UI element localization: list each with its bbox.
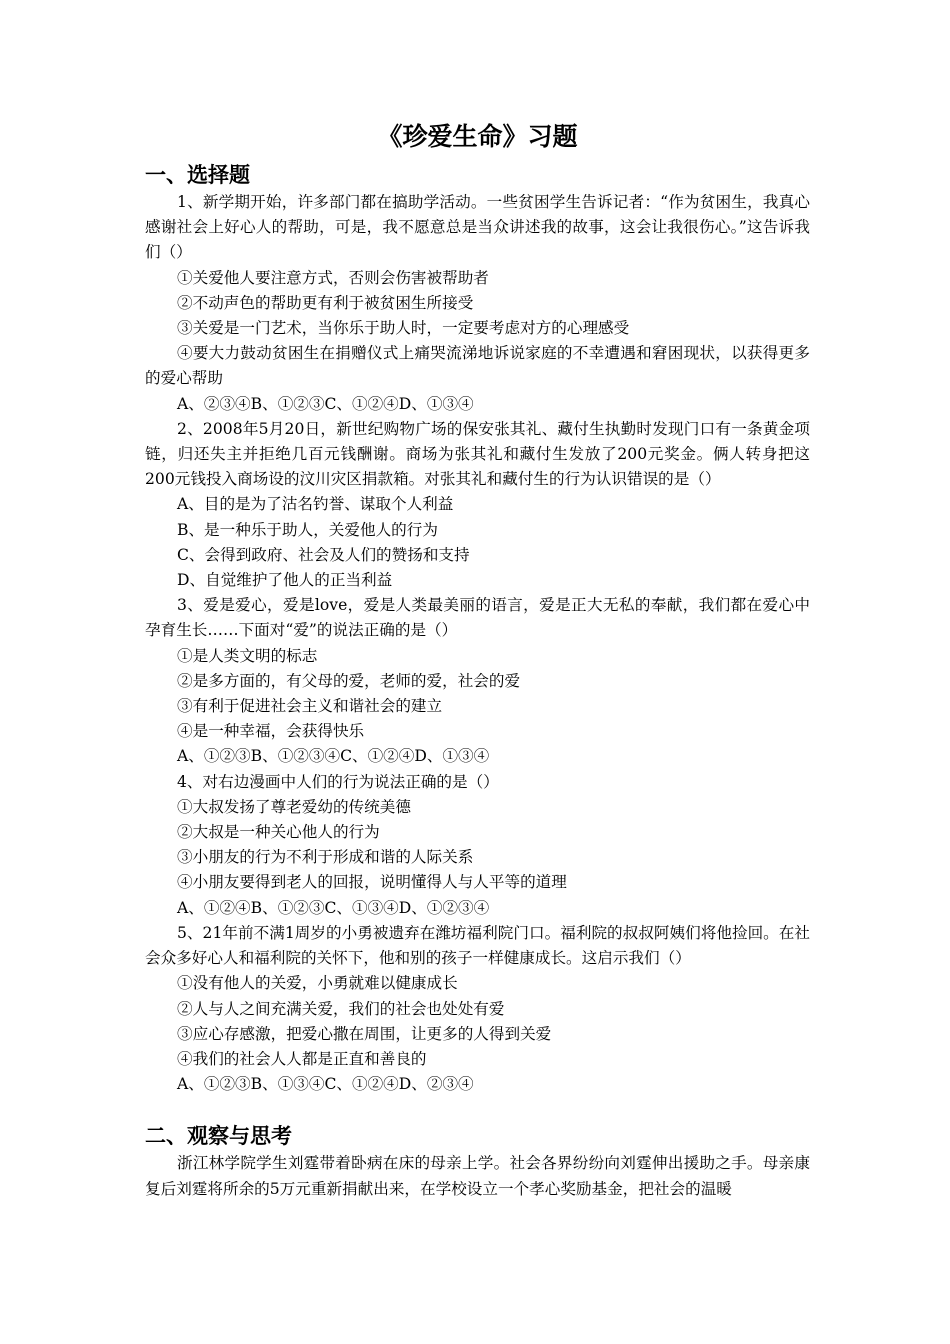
- observation-paragraph: 浙江林学院学生刘霆带着卧病在床的母亲上学。社会各界纷纷向刘霆伸出援助之手。母亲康复后刘霆将所余的5万元重新捐献出来，在学校设立一个孝心奖励基金，把社会的温暖: [145, 1154, 810, 1198]
- option-item: A、目的是为了沽名钓誉、谋取个人利益: [177, 495, 454, 514]
- section-heading-choice: 一、选择题: [145, 163, 250, 187]
- option-item: ①大叔发扬了尊老爱幼的传统美德: [177, 797, 411, 816]
- document-page: [145, 118, 810, 1202]
- option-item: D、自觉维护了他人的正当利益: [177, 571, 393, 590]
- question-stem: 4、对右边漫画中人们的行为说法正确的是（）: [177, 772, 499, 791]
- option-item: C、会得到政府、社会及人们的赞扬和支持: [177, 545, 470, 564]
- question-3: [145, 593, 810, 769]
- question-4: [145, 770, 810, 921]
- option-item: B、是一种乐于助人，关爱他人的行为: [177, 520, 438, 539]
- option-item: ②人与人之间充满关爱，我们的社会也处处有爱: [177, 999, 505, 1018]
- question-stem: 2、2008年5月20日，新世纪购物广场的保安张其礼、藏付生执勤时发现门口有一条黄金项链，归还失主并拒绝几百元钱酬谢。商场为张其礼和藏付生发放了200元奖金。俩人转身把这200元钱投入商场设的汶川灾区捐款箱。对张其礼和藏付生的行为认识错误的是（）: [145, 419, 810, 489]
- option-item: ③有利于促进社会主义和谐社会的建立: [177, 697, 443, 716]
- option-item: ②是多方面的，有父母的爱，老师的爱，社会的爱: [177, 671, 521, 690]
- option-item: ③小朋友的行为不利于形成和谐的人际关系: [177, 848, 474, 867]
- document-title: 《珍爱生命》习题: [377, 122, 578, 151]
- option-item: ④是一种幸福，会获得快乐: [177, 722, 365, 741]
- option-item: ①是人类文明的标志: [177, 646, 318, 665]
- question-stem: 1、新学期开始，许多部门都在搞助学活动。一些贫困学生告诉记者：“作为贫困生，我真心感谢社会上好心人的帮助，可是，我不愿意总是当众讲述我的故事，这会让我很伤心。”这告诉我们（）: [145, 193, 810, 262]
- question-stem: 5、21年前不满1周岁的小勇被遗弃在潍坊福利院门口。福利院的叔叔阿姨们将他捡回。在社会众多好心人和福利院的关怀下，他和别的孩子一样健康成长。这启示我们（）: [145, 923, 810, 968]
- option-item: ②大叔是一种关心他人的行为: [177, 823, 380, 842]
- question-2: [145, 417, 810, 593]
- option-item: ①没有他人的关爱，小勇就难以健康成长: [177, 974, 458, 993]
- option-item: ②不动声色的帮助更有利于被贫困生所接受: [177, 293, 474, 312]
- option-item: ③应心存感激，把爱心撒在周围，让更多的人得到关爱: [177, 1024, 552, 1043]
- option-item: ④我们的社会人人都是正直和善良的: [177, 1049, 427, 1068]
- section-heading-observe: 二、观察与思考: [145, 1124, 292, 1149]
- option-item: ①关爱他人要注意方式，否则会伤害被帮助者: [177, 268, 489, 287]
- answer-choices: A、①②③B、①③④C、①②④D、②③④: [177, 1075, 474, 1094]
- answer-choices: A、②③④B、①②③C、①②④D、①③④: [177, 394, 474, 413]
- option-item: ④要大力鼓动贫困生在捐赠仪式上痛哭流涕地诉说家庭的不幸遭遇和窘困现状，以获得更多的爱心帮助: [145, 344, 810, 388]
- answer-choices: A、①②④B、①②③C、①③④D、①②③④: [177, 898, 490, 917]
- option-item: ③关爱是一门艺术，当你乐于助人时，一定要考虑对方的心理感受: [177, 319, 630, 338]
- question-stem: 3、爱是爱心，爱是love，爱是人类最美丽的语言，爱是正大无私的奉献，我们都在爱心中孕育生长……下面对“爱”的说法正确的是（）: [145, 596, 810, 640]
- question-1: [145, 190, 810, 417]
- answer-choices: A、①②③B、①②③④C、①②④D、①③④: [177, 747, 490, 766]
- question-5: [145, 921, 810, 1097]
- option-item: ④小朋友要得到老人的回报，说明懂得人与人平等的道理: [177, 873, 567, 892]
